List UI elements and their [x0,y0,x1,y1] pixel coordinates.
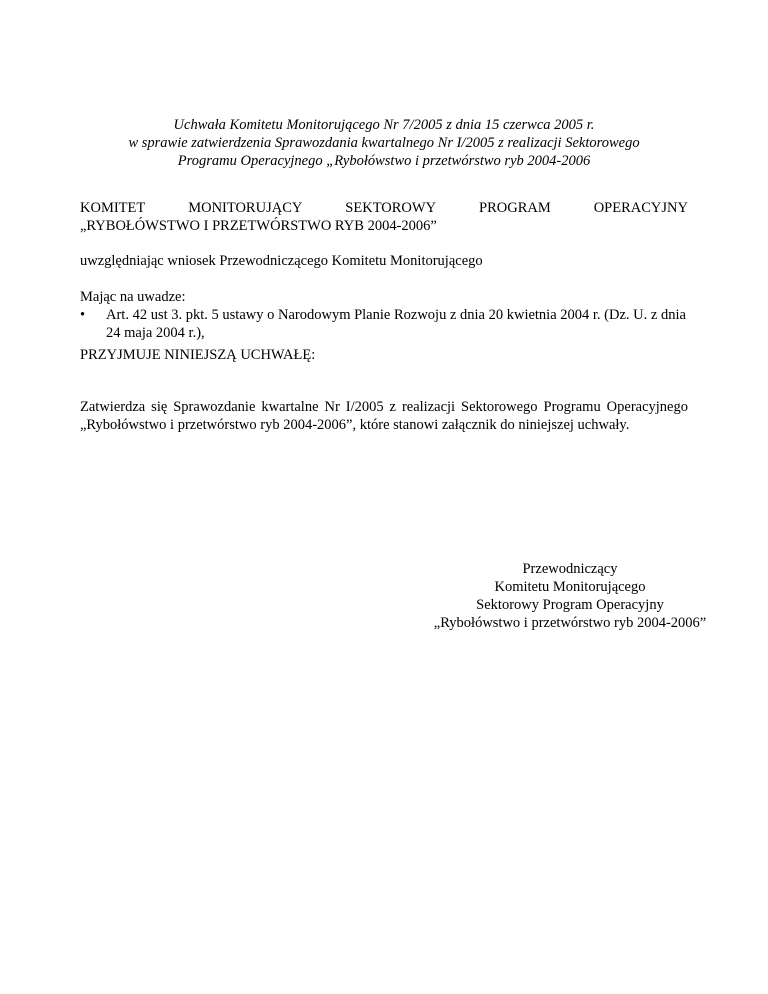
considering-paragraph: uwzględniając wniosek Przewodniczącego Komitetu Monitorującego [80,253,483,269]
signature-line-4: „Rybołówstwo i przetwórstwo ryb 2004-2006” [433,615,707,631]
committee-word: OPERACYJNY [593,200,688,216]
list-item [80,306,688,342]
committee-word: PROGRAM [479,200,551,216]
committee-line-2: „RYBOŁÓWSTWO I PRZETWÓRSTWO RYB 2004-2006” [80,218,437,234]
title-line-2: w sprawie zatwierdzenia Sprawozdania kwartalnego Nr I/2005 z realizacji Sektorowego [128,135,640,151]
title-line-3: Programu Operacyjnego „Rybołówstwo i przetwórstwo ryb 2004-2006 [177,153,591,169]
committee-word: SEKTOROWY [345,200,437,216]
legal-basis-text: Art. 42 ust 3. pkt. 5 ustawy o Narodowym Planie Rozwoju z dnia 20 kwietnia 2004 r. (Dz. U. z dnia 24 maja 2004 r.), [106,307,686,341]
committee-line-1 [80,199,688,217]
having-regard-label: Mając na uwadze: [80,289,186,305]
committee-word: MONITORUJĄCY [188,200,303,216]
committee-name [80,199,688,235]
resolution-title [80,116,688,170]
bullet-icon: • [80,307,86,323]
committee-word: KOMITET [80,200,146,216]
having-regard-section [80,288,688,342]
signature-line-3: Sektorowy Program Operacyjny [476,597,664,613]
title-line-1: Uchwała Komitetu Monitorującego Nr 7/2005 z dnia 15 czerwca 2005 r. [173,117,595,133]
resolves-heading: PRZYJMUJE NINIEJSZĄ UCHWAŁĘ: [80,347,316,363]
signature-line-1: Przewodniczący [522,561,618,577]
signature-block [340,560,768,632]
resolution-body: Zatwierdza się Sprawozdanie kwartalne Nr I/2005 z realizacji Sektorowego Programu Operacyjnego „Rybołówstwo i przetwórstwo ryb 2004-2006”, które stanowi załącznik do niniejszej uchwały. [80,399,688,433]
signature-line-2: Komitetu Monitorującego [494,579,646,595]
